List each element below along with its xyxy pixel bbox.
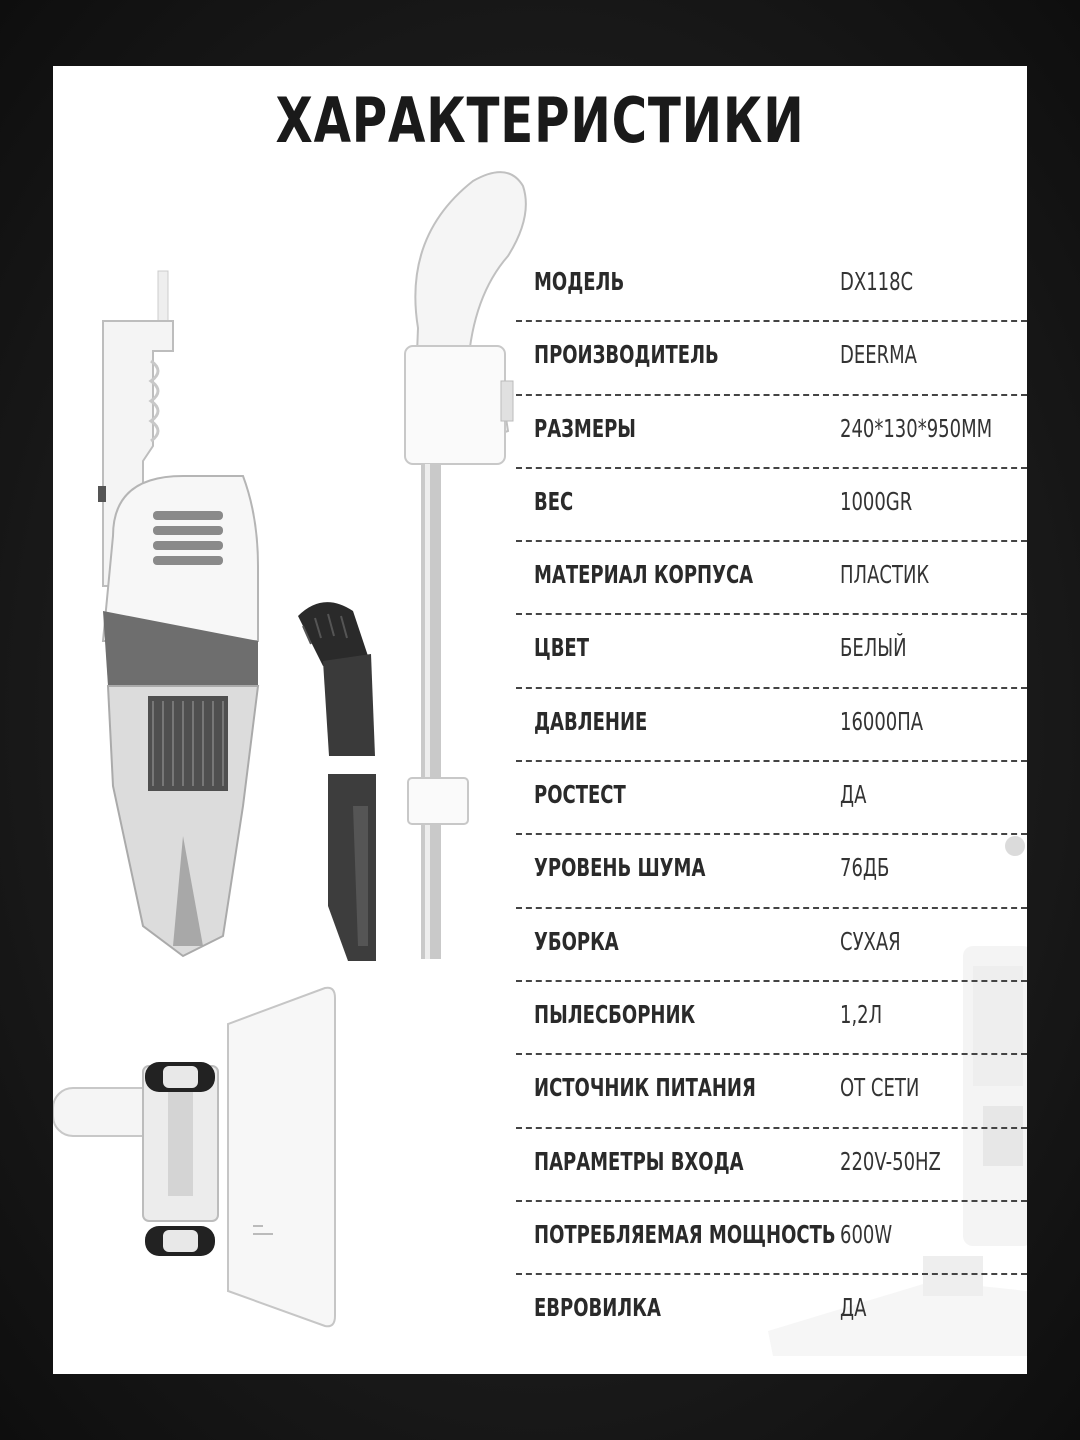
spec-value: 1,2Л	[840, 999, 883, 1029]
spec-label: МОДЕЛЬ	[534, 267, 625, 296]
handheld-vacuum-image	[98, 271, 258, 956]
spec-row	[516, 1055, 1027, 1128]
brush-attachment-image	[298, 602, 375, 756]
spec-row	[516, 1275, 1027, 1346]
spec-label: УБОРКА	[534, 926, 619, 956]
spec-row	[516, 396, 1027, 469]
spec-row	[516, 982, 1027, 1055]
spec-label: ПРОИЗВОДИТЕЛЬ	[534, 340, 719, 370]
spec-label: ВЕС	[534, 486, 574, 516]
handle-tube-image	[405, 172, 526, 959]
crevice-tool-image	[328, 774, 376, 961]
spec-label: РОСТЕСТ	[534, 780, 626, 810]
spec-value: 76ДБ	[840, 853, 890, 883]
spec-value: 240*130*950ММ	[840, 413, 993, 443]
spec-card	[53, 66, 1027, 1374]
spec-table	[516, 249, 1027, 1346]
spec-value: СУХАЯ	[840, 926, 901, 956]
spec-row	[516, 615, 1027, 688]
spec-value: ОТ СЕТИ	[840, 1073, 920, 1103]
spec-label: ЦВЕТ	[534, 633, 590, 663]
spec-label: РАЗМЕРЫ	[534, 413, 636, 443]
spec-row	[516, 689, 1027, 762]
spec-label: ДАВЛЕНИЕ	[534, 706, 648, 736]
spec-row	[516, 249, 1027, 322]
spec-value: ДА	[840, 1293, 867, 1323]
spec-label: УРОВЕНЬ ШУМА	[534, 853, 706, 883]
spec-value: DEERMA	[840, 340, 917, 370]
spec-row	[516, 1129, 1027, 1202]
page-title: ХАРАКТЕРИСТИКИ	[275, 84, 805, 157]
spec-label: ЕВРОВИЛКА	[534, 1293, 661, 1323]
spec-row	[516, 1202, 1027, 1275]
spec-row	[516, 542, 1027, 615]
spec-row	[516, 835, 1027, 908]
spec-label: ПАРАМЕТРЫ ВХОДА	[534, 1146, 744, 1176]
spec-value: 220V-50HZ	[840, 1146, 941, 1176]
spec-row	[516, 762, 1027, 835]
spec-row	[516, 469, 1027, 542]
spec-value: 1000GR	[840, 486, 913, 516]
spec-value: ПЛАСТИК	[840, 560, 930, 590]
spec-value: DX118C	[840, 267, 914, 296]
spec-label: ПОТРЕБЛЯЕМАЯ МОЩНОСТЬ	[534, 1219, 836, 1249]
floor-nozzle-image	[53, 988, 335, 1327]
spec-label: ПЫЛЕСБОРНИК	[534, 999, 696, 1029]
spec-row	[516, 909, 1027, 982]
spec-label: ИСТОЧНИК ПИТАНИЯ	[534, 1073, 756, 1103]
spec-value: 16000ПА	[840, 706, 924, 736]
spec-value: БЕЛЫЙ	[840, 633, 907, 663]
spec-row	[516, 322, 1027, 395]
spec-value: 600W	[840, 1219, 893, 1249]
spec-label: МАТЕРИАЛ КОРПУСА	[534, 560, 754, 590]
spec-value: ДА	[840, 780, 867, 810]
